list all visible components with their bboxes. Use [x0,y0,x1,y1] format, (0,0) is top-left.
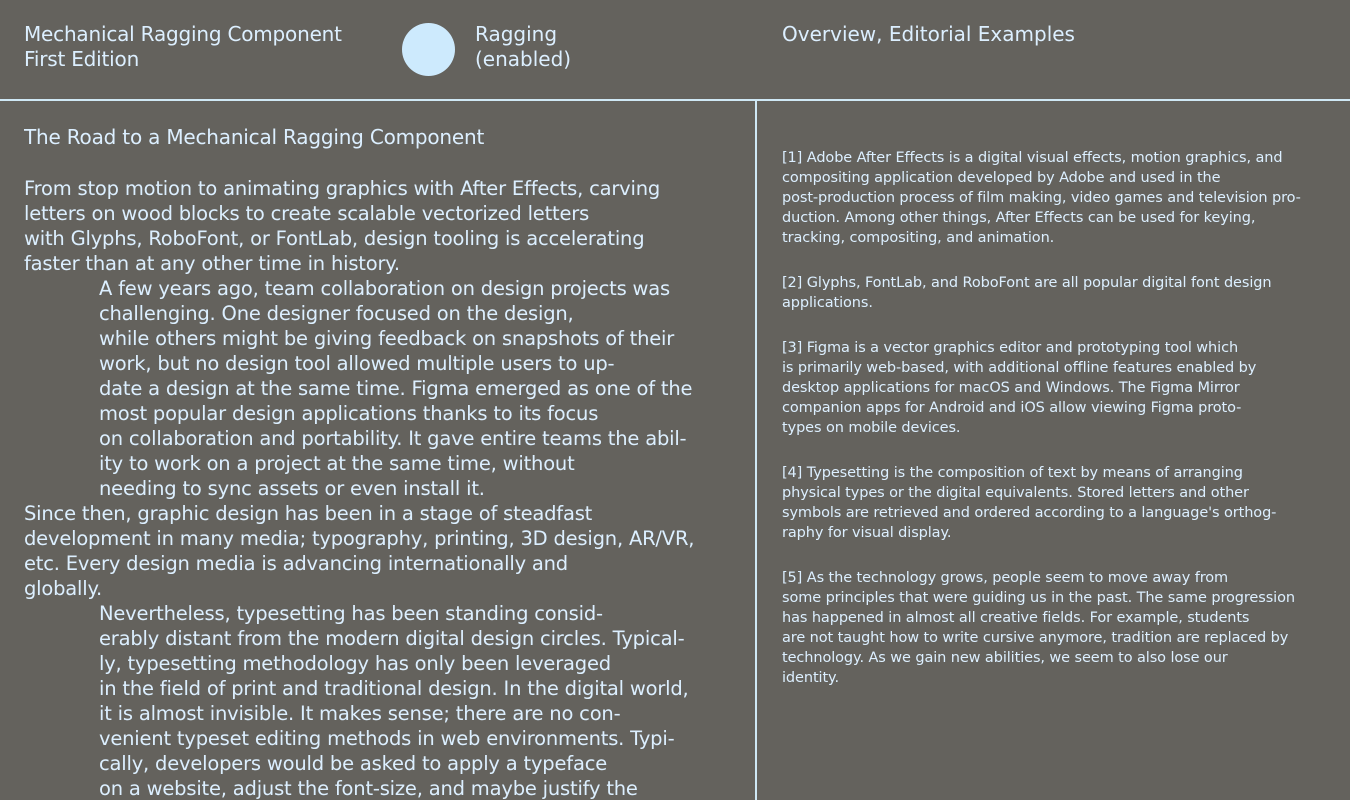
footnote-line: is primarily web-based, with additional offline features enabled by [782,360,1257,376]
footnote-line: [2] Glyphs, FontLab, and RoboFont are all popular digital font design [782,275,1272,291]
footnote-line: [1] Adobe After Effects is a digital visual effects, motion graphics, and [782,150,1283,166]
footnote-line: [3] Figma is a vector graphics editor and prototyping tool which [782,340,1239,356]
article-line: erably distant from the modern digital design circles. Typical- [99,627,685,650]
footnote-2 [782,273,1342,313]
footnote-line: duction. Among other things, After Effects can be used for keying, [782,210,1256,226]
app-title [24,22,342,72]
footnote-line: raphy for visual display. [782,525,952,541]
footnote-line: technology. As we gain new abilities, we seem to also lose our [782,650,1228,666]
footnote-line: compositing application developed by Adobe and used in the [782,170,1221,186]
article-line: venient typeset editing methods in web environments. Typi- [99,727,675,750]
footnote-line: are not taught how to write cursive anymore, tradition are replaced by [782,630,1289,646]
footnote-line: desktop applications for macOS and Windows. The Figma Mirror [782,380,1240,396]
ragging-toggle-button[interactable] [402,23,455,76]
footnote-4 [782,463,1342,543]
article-line: Since then, graphic design has been in a stage of steadfast [24,502,593,525]
footnote-3 [782,338,1342,438]
footnote-line: post-production process of film making, video games and television pro- [782,190,1301,206]
article-line: most popular design applications thanks to its focus [99,402,599,425]
article-line: in the field of print and traditional design. In the digital world, [99,677,689,700]
article-line: work, but no design tool allowed multiple users to up- [99,352,615,375]
footnotes-panel [782,148,1342,713]
article-line: on a website, adjust the font-size, and maybe justify the [99,777,638,800]
footnote-line: some principles that were guiding us in the past. The same progression [782,590,1295,606]
ragging-status [475,22,571,72]
app-title-line: Mechanical Ragging Component [24,22,342,46]
footnote-line: [4] Typesetting is the composition of text by means of arranging [782,465,1243,481]
footnote-line: companion apps for Android and iOS allow viewing Figma proto- [782,400,1242,416]
article-line: it is almost invisible. It makes sense; there are no con- [99,702,621,725]
footnote-line: symbols are retrieved and ordered according to a language's orthog- [782,505,1277,521]
article-line: on collaboration and portability. It gave entire teams the abil- [99,427,687,450]
article-line: From stop motion to animating graphics with After Effects, carving [24,177,661,200]
article-line: globally. [24,577,103,600]
footnote-line: [5] As the technology grows, people seem to move away from [782,570,1229,586]
article-line: with Glyphs, RoboFont, or FontLab, design tooling is accelerating [24,227,645,250]
header-bar [0,0,1350,101]
article-line: ly, typesetting methodology has only been leveraged [99,652,611,675]
article-line: development in many media; typography, printing, 3D design, AR/VR, [24,527,695,550]
ragging-status-state: (enabled) [475,47,572,71]
article-line: while others might be giving feedback on snapshots of their [99,327,675,350]
column-divider [755,101,757,800]
article-line: ity to work on a project at the same time, without [99,452,575,475]
article-line: cally, developers would be asked to apply a typeface [99,752,608,775]
article-body [24,176,744,800]
article-line: etc. Every design media is advancing internationally and [24,552,568,575]
footnote-line: physical types or the digital equivalents. Stored letters and other [782,485,1249,501]
footnote-line: identity. [782,670,839,686]
article-line: challenging. One designer focused on the design, [99,302,574,325]
footnote-line: types on mobile devices. [782,420,961,436]
footnote-line: applications. [782,295,873,311]
app-edition-line: First Edition [24,47,140,71]
footnote-line: has happened in almost all creative fields. For example, students [782,610,1250,626]
article-line: A few years ago, team collaboration on design projects was [99,277,670,300]
article-panel [24,124,744,800]
article-line: letters on wood blocks to create scalable vectorized letters [24,202,590,225]
article-line: faster than at any other time in history. [24,252,400,275]
footnote-line: tracking, compositing, and animation. [782,230,1055,246]
footnote-1 [782,148,1342,248]
overview-editorial-link[interactable]: Overview, Editorial Examples [782,22,1075,46]
article-title: The Road to a Mechanical Ragging Component [24,125,485,149]
footnote-5 [782,568,1342,688]
article-line: Nevertheless, typesetting has been standing consid- [99,602,603,625]
ragging-status-label: Ragging [475,22,558,46]
article-line: needing to sync assets or even install it. [99,477,485,500]
article-line: date a design at the same time. Figma emerged as one of the [99,377,693,400]
